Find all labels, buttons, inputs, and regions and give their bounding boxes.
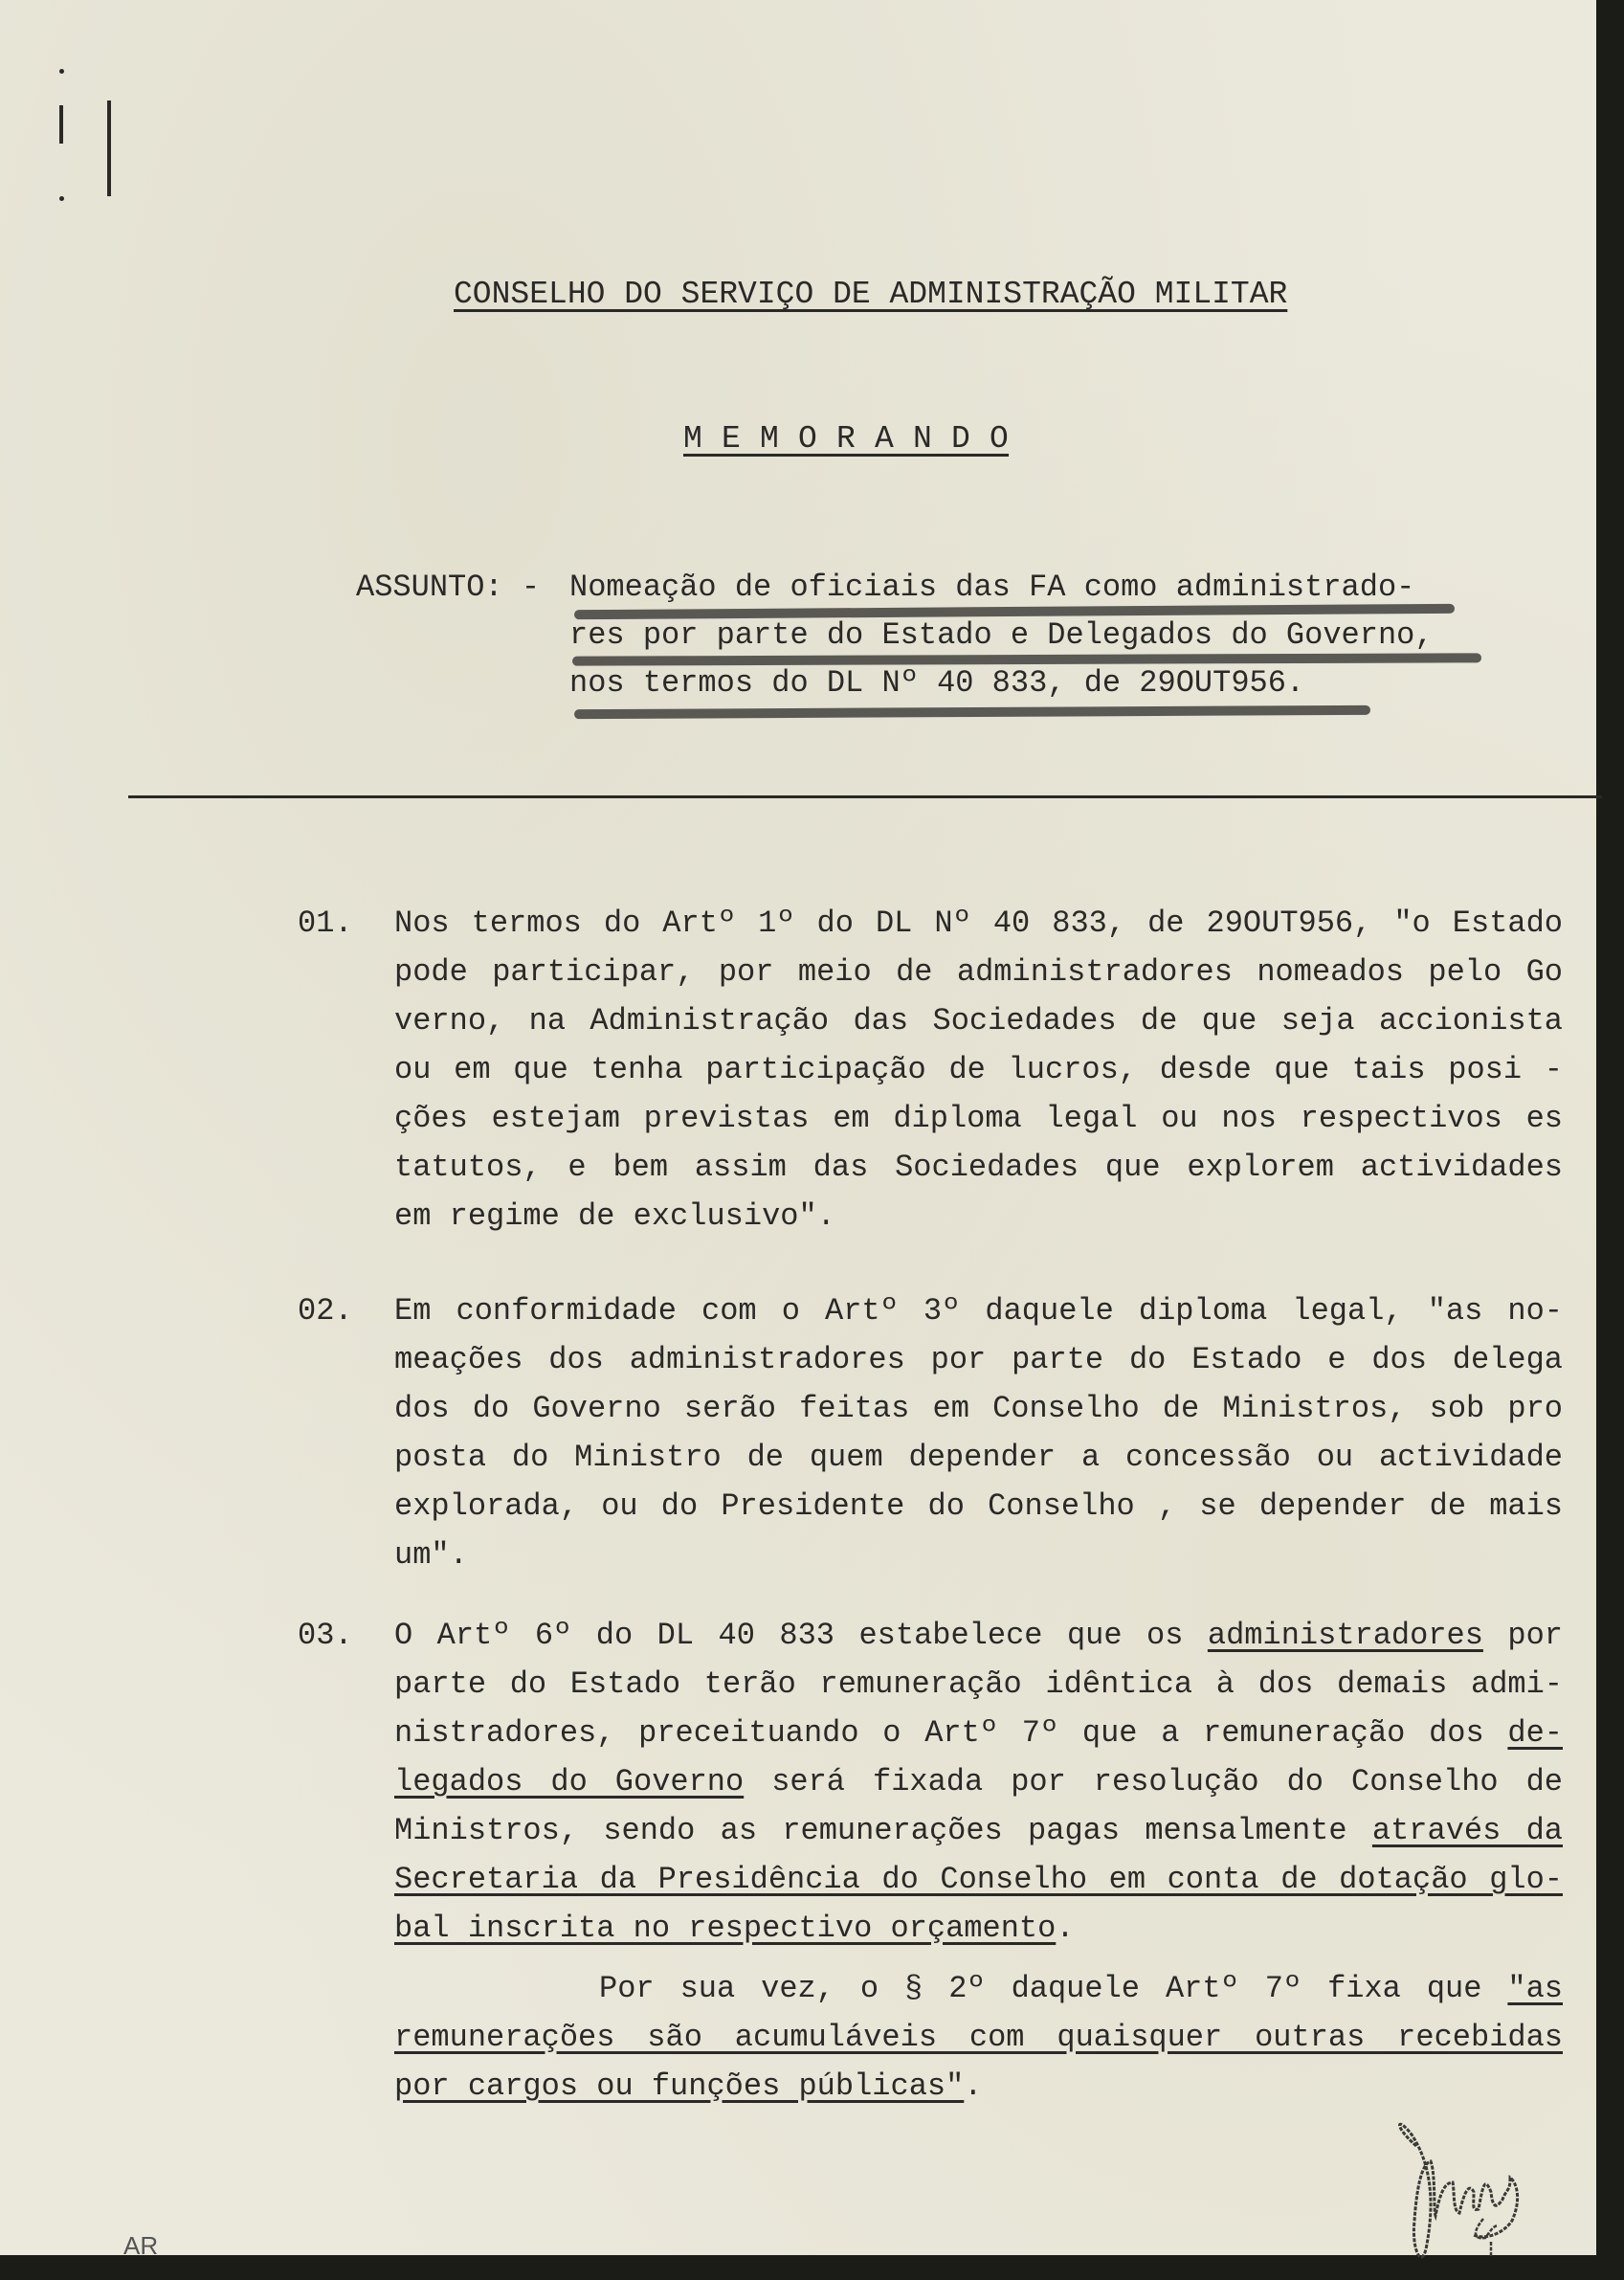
text-line [394, 1617, 1563, 1655]
footer-initials: AR [123, 2231, 159, 2260]
underlined-text: de- [1507, 1715, 1563, 1751]
text-line [394, 1002, 1563, 1040]
paragraph-number: 01. [298, 905, 353, 941]
subject-line: Nomeação de oficiais das FA como administrado- [569, 570, 1415, 605]
text-line [394, 1292, 1563, 1330]
text-segment: Nos termos do Artº 1º do DL Nº 40 833, de 29OUT956, "o Estado [394, 905, 1563, 941]
text-line [394, 2019, 1563, 2057]
organization-title: CONSELHO DO SERVIÇO DE ADMINISTRAÇÃO MILITAR [454, 277, 1288, 312]
underlined-text: remunerações são acumuláveis com quaisquer outras recebidas [394, 2020, 1563, 2055]
text-line [394, 1536, 1563, 1575]
text-line [394, 1149, 1563, 1187]
margin-mark [107, 101, 111, 196]
text-line [394, 1390, 1563, 1428]
text-line [394, 1439, 1563, 1477]
text-segment: meações dos administradores por parte do Estado e dos delega [394, 1342, 1563, 1377]
underlined-text: "as [1507, 1971, 1563, 2006]
underlined-text: por cargos ou funções públicas" [394, 2068, 965, 2104]
underlined-text: bal inscrita no respectivo orçamento [394, 1911, 1057, 1946]
text-line [394, 1051, 1563, 1089]
text-segment: será fixada por resolução do Conselho de [744, 1764, 1564, 1799]
text-segment: ou em que tenha participação de lucros, desde que tais posi - [394, 1052, 1563, 1087]
text-segment: em regime de exclusivo". [394, 1198, 835, 1234]
underlined-text: administradores [1207, 1618, 1483, 1653]
text-line [394, 1910, 1563, 1948]
subject-label: ASSUNTO: - [356, 570, 541, 605]
text-segment: Por sua vez, o § 2º daquele Artº 7º fixa que [599, 1971, 1508, 2006]
paragraph-number: 03. [298, 1618, 353, 1653]
text-line [394, 1341, 1563, 1379]
text-line [394, 1812, 1563, 1850]
text-line [394, 1665, 1563, 1704]
subject-line: nos termos do DL Nº 40 833, de 29OUT956. [569, 665, 1305, 701]
text-segment: . [1056, 1911, 1075, 1946]
margin-dot [59, 69, 64, 74]
text-segment: tatutos, e bem assim das Sociedades que explorem actividades [394, 1150, 1563, 1185]
text-segment: O Artº 6º do DL 40 833 estabelece que os [394, 1618, 1208, 1653]
text-line [394, 1100, 1563, 1138]
text-segment: parte do Estado terão remuneração idêntica à dos demais admi- [394, 1666, 1563, 1702]
text-segment: posta do Ministro de quem depender a concessão ou actividade [394, 1440, 1563, 1475]
text-segment: . [964, 2068, 983, 2104]
text-segment: um". [394, 1537, 468, 1573]
paragraph-number: 02. [298, 1293, 353, 1329]
text-segment: Ministros, sendo as remunerações pagas mensalmente [394, 1813, 1372, 1848]
text-line [394, 1197, 1563, 1236]
text-line [394, 953, 1563, 992]
underlined-text: Secretaria da Presidência do Conselho em conta de dotação glo- [394, 1862, 1563, 1897]
text-segment: nistradores, preceituando o Artº 7º que a remuneração dos [394, 1715, 1508, 1751]
marker-underline [572, 653, 1481, 665]
margin-dot [59, 196, 64, 201]
text-segment: dos do Governo serão feitas em Conselho de Ministros, sob pro [394, 1391, 1563, 1426]
text-segment: explorada, ou do Presidente do Conselho , se depender de mais [394, 1488, 1563, 1524]
text-line [394, 1861, 1563, 1899]
underlined-text: através da [1371, 1813, 1564, 1848]
text-line [394, 905, 1563, 943]
text-segment: por [1482, 1618, 1564, 1653]
subject-line: res por parte do Estado e Delegados do Governo, [569, 617, 1434, 653]
text-segment: pode participar, por meio de administradores nomeados pelo Go [394, 954, 1563, 990]
text-line [394, 1763, 1563, 1801]
text-line [394, 1714, 1563, 1753]
separator-rule [128, 795, 1602, 798]
document-type: M E M O R A N D O [683, 421, 1010, 457]
text-line [599, 1970, 1563, 2008]
text-segment: verno, na Administração das Sociedades de que seja accionista [394, 1003, 1563, 1039]
text-segment: Em conformidade com o Artº 3º daquele diploma legal, "as no- [394, 1293, 1563, 1329]
margin-mark [59, 105, 63, 144]
text-segment: ções estejam previstas em diploma legal ou nos respectivos es [394, 1101, 1563, 1136]
marker-underline [574, 705, 1370, 719]
signature [1340, 2087, 1589, 2259]
underlined-text: legados do Governo [394, 1764, 745, 1799]
text-line [394, 1487, 1563, 1526]
